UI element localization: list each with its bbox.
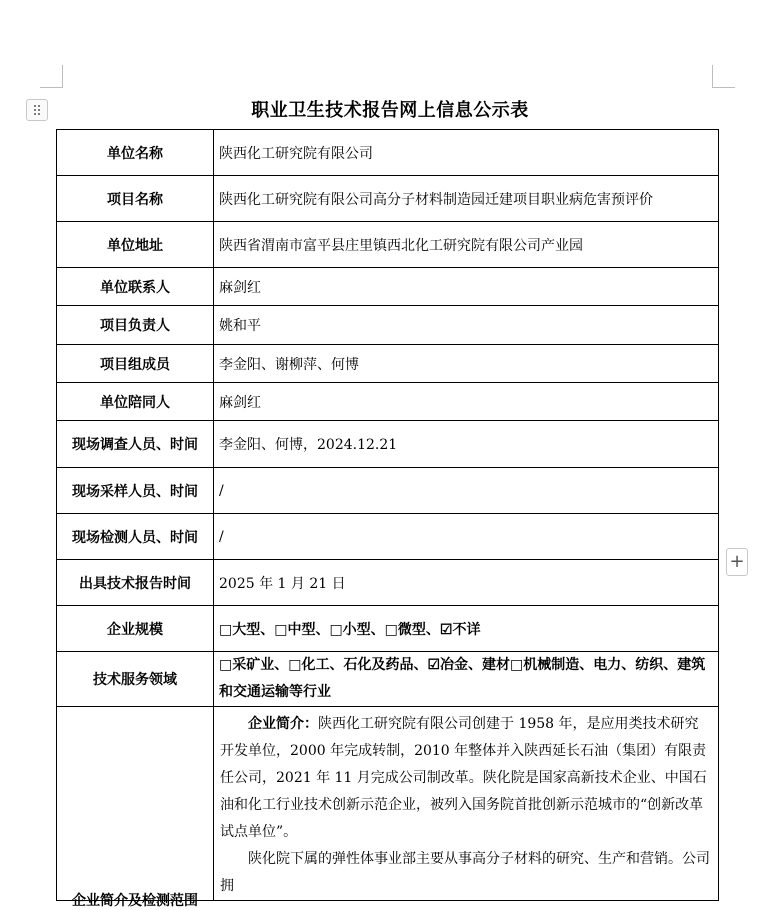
intro-text: 陕西化工研究院有限公司创建于 1958 年，是应用类技术研究开发单位，2000 年完成转制，2010 年整体并入陕西延长石油（集团）有限责任公司，2021 年 11 月完成公司制改革。陕化院是国家高新技术企业、中国石油和化工行业技术创新示范企业，被列入国务院首批创新示范城市的“创新改革试点单位”。 bbox=[220, 716, 707, 840]
row-label: 出具技术报告时间 bbox=[57, 560, 214, 606]
table-row bbox=[57, 383, 719, 421]
plus-icon: + bbox=[729, 551, 745, 572]
row-value: / bbox=[214, 468, 719, 514]
table-row bbox=[57, 306, 719, 345]
row-label: 项目名称 bbox=[57, 176, 214, 222]
row-value: 麻剑红 bbox=[214, 383, 719, 421]
row-label: 现场调查人员、时间 bbox=[57, 421, 214, 468]
intro-label-cell bbox=[57, 707, 214, 909]
add-row-button[interactable] bbox=[726, 548, 748, 576]
row-value: 姚和平 bbox=[214, 306, 719, 345]
page-corner-top-right bbox=[712, 65, 735, 88]
row-value: / bbox=[214, 514, 719, 560]
row-value: 陕西化工研究院有限公司 bbox=[214, 130, 719, 176]
page-corner-top-left bbox=[40, 65, 63, 88]
table-row bbox=[57, 514, 719, 560]
service-field-options: □采矿业、□化工、石化及药品、☑冶金、建材□机械制造、电力、纺织、建筑和交通运输等行业 bbox=[214, 652, 719, 707]
table-row bbox=[57, 176, 719, 222]
table-row bbox=[57, 268, 719, 306]
page-title: 职业卫生技术报告网上信息公示表 bbox=[251, 100, 529, 121]
row-label: 企业简介及检测范围 bbox=[72, 893, 198, 909]
table-row bbox=[57, 421, 719, 468]
row-value: 陕西化工研究院有限公司高分子材料制造园迁建项目职业病危害预评价 bbox=[214, 176, 719, 222]
row-value: 李金阳、何博，2024.12.21 bbox=[214, 421, 719, 468]
table-row bbox=[57, 130, 719, 176]
table-row bbox=[57, 345, 719, 383]
table-row bbox=[57, 652, 719, 707]
table-row bbox=[57, 560, 719, 606]
row-label: 项目组成员 bbox=[57, 345, 214, 383]
row-label: 单位名称 bbox=[57, 130, 214, 176]
intro-cell bbox=[214, 707, 719, 901]
row-label: 企业规模 bbox=[57, 606, 214, 652]
intro-heading: 企业简介： bbox=[248, 716, 318, 732]
row-label: 现场检测人员、时间 bbox=[57, 514, 214, 560]
company-scale-options: □大型、□中型、□小型、□微型、☑不详 bbox=[214, 606, 719, 652]
table-row bbox=[57, 606, 719, 652]
row-label: 现场采样人员、时间 bbox=[57, 468, 214, 514]
row-label: 单位地址 bbox=[57, 222, 214, 268]
row-value: 麻剑红 bbox=[214, 268, 719, 306]
row-label: 项目负责人 bbox=[57, 306, 214, 345]
row-value: 陕西省渭南市富平县庄里镇西北化工研究院有限公司产业园 bbox=[214, 222, 719, 268]
intro-paragraph-2: 陕化院下属的弹性体事业部主要从事高分子材料的研究、生产和营销。公司拥 bbox=[220, 851, 710, 894]
row-label: 技术服务领域 bbox=[57, 652, 214, 707]
intro-paragraph-1 bbox=[220, 711, 712, 846]
row-value: 2025 年 1 月 21 日 bbox=[214, 560, 719, 606]
table-row bbox=[57, 468, 719, 514]
row-value: 李金阳、谢柳萍、何博 bbox=[214, 345, 719, 383]
table-row bbox=[57, 222, 719, 268]
info-table bbox=[56, 129, 719, 909]
row-label: 单位陪同人 bbox=[57, 383, 214, 421]
table-row bbox=[57, 707, 719, 901]
row-label: 单位联系人 bbox=[57, 268, 214, 306]
